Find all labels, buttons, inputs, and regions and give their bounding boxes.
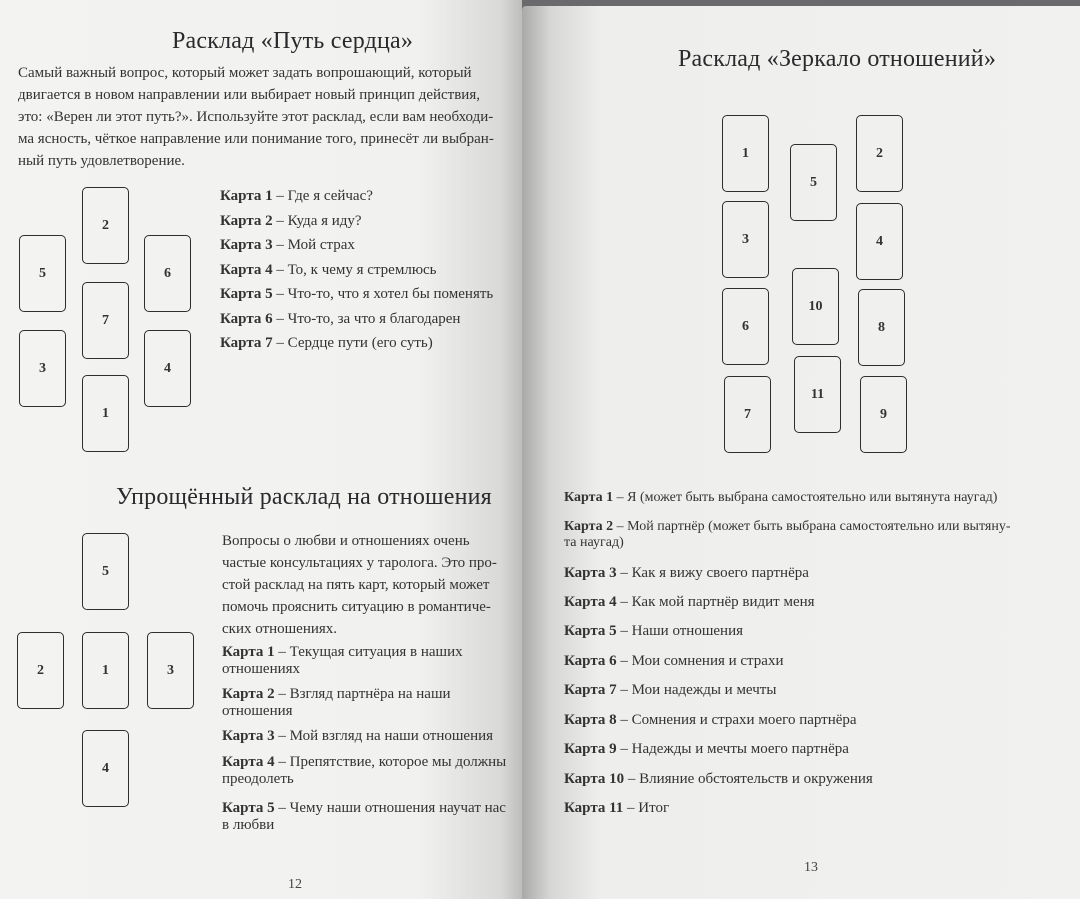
legend-item: Карта 3 – Мой взгляд на наши отношения [222,728,494,744]
legend-item: Карта 4 – То, к чему я стремлюсь [220,261,437,278]
text-line: помочь прояснить ситуацию в романтиче- [222,599,491,615]
legend-item: Карта 6 – Мои сомнения и страхи [564,653,784,669]
tarot-card: 2 [17,632,64,709]
text-line: ских отношениях. [222,621,338,637]
legend-item: Карта 4 – Как мой партнёр видит меня [564,594,815,610]
tarot-card: 5 [790,144,837,221]
right-page [522,6,1080,899]
legend-item: Карта 4 – Препятствие, которое мы должны преодолеть [222,754,507,787]
legend-item: Карта 3 – Как я вижу своего партнёра [564,565,809,581]
tarot-card: 4 [82,730,129,807]
text-line: двигается в новом направлении или выбирает новый принцип действия, [18,87,480,103]
legend-item: Карта 3 – Мой страх [220,237,355,253]
left-page [0,0,522,899]
tarot-card: 5 [19,235,66,312]
tarot-card: 8 [858,289,905,366]
section-title: Упрощённый расклад на отношения [116,484,492,510]
card-legend [564,490,1010,829]
tarot-card: 10 [792,268,839,345]
card-legend [220,188,493,360]
legend-item: Карта 2 – Взгляд партнёра на наши отношения [222,686,451,719]
legend-item: Карта 9 – Надежды и мечты моего партнёра [564,741,849,757]
text-line: это: «Верен ли этот путь?». Используйте этот расклад, если вам необходи- [18,109,494,125]
tarot-card: 4 [144,330,191,407]
tarot-card: 7 [724,376,771,453]
legend-item: Карта 7 – Мои надежды и мечты [564,682,777,698]
legend-item: Карта 1 – Я (может быть выбрана самостоятельно или вытянута наугад) [564,490,998,505]
text-line: ный путь удовлетворение. [18,153,185,169]
legend-item: Карта 6 – Что-то, за что я благодарен [220,310,461,327]
legend-item: Карта 5 – Чему наши отношения научат нас в любви [222,800,506,833]
tarot-card: 11 [794,356,841,433]
legend-item: Карта 1 – Текущая ситуация в наших отношениях [222,644,463,677]
text-line: частые консультациях у таролога. Это про- [222,555,497,571]
section-intro [222,530,497,640]
legend-item: Карта 5 – Что-то, что я хотел бы поменять [220,286,494,302]
tarot-card: 1 [722,115,769,192]
page-title: Расклад «Зеркало отношений» [678,46,997,72]
card-legend [222,644,506,842]
page-number: 13 [804,860,818,875]
tarot-card: 6 [722,288,769,365]
tarot-card: 7 [82,282,129,359]
tarot-card: 1 [82,375,129,452]
text-line: стой расклад на пять карт, который может [222,577,490,593]
legend-item: Карта 7 – Сердце пути (его суть) [220,335,433,351]
legend-item: Карта 2 – Мой партнёр (может быть выбрана самостоятельно или вытяну- та наугад) [564,519,1011,550]
tarot-card: 9 [860,376,907,453]
legend-item: Карта 1 – Где я сейчас? [220,188,373,204]
tarot-card: 2 [856,115,903,192]
tarot-card: 2 [82,187,129,264]
intro-paragraph [18,62,494,172]
text-line: Самый важный вопрос, который может задать вопрошающий, который [18,65,472,81]
tarot-card: 4 [856,203,903,280]
legend-item: Карта 11 – Итог [564,800,670,816]
legend-item: Карта 8 – Сомнения и страхи моего партнёра [564,712,857,728]
legend-item: Карта 10 – Влияние обстоятельств и окружения [564,771,873,787]
tarot-card: 3 [722,201,769,278]
page-number: 12 [288,877,302,892]
tarot-card: 5 [82,533,129,610]
tarot-card: 3 [147,632,194,709]
tarot-card: 3 [19,330,66,407]
legend-item: Карта 2 – Куда я иду? [220,212,362,229]
tarot-card: 6 [144,235,191,312]
legend-item: Карта 5 – Наши отношения [564,623,743,639]
text-line: Вопросы о любви и отношениях очень [222,533,470,549]
text-line: ма ясность, чёткое направление или понимание того, принесёт ли выбран- [18,131,494,147]
tarot-card: 1 [82,632,129,709]
page-title: Расклад «Путь сердца» [172,28,414,54]
